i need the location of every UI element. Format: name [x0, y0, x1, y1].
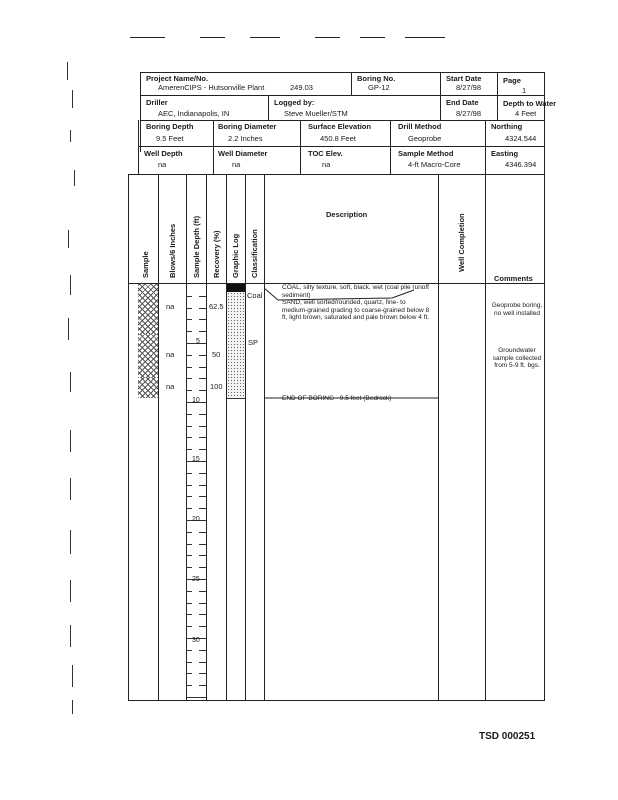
depth-tick: [186, 650, 192, 651]
depth-tick: [199, 673, 206, 674]
depth-label-15: 15: [192, 456, 200, 463]
depth-tick: [199, 296, 206, 297]
northing-value: 4324.544: [505, 134, 537, 143]
depth-tick: [199, 308, 206, 309]
toc-elevation-value: na: [322, 160, 331, 169]
depth-tick: [199, 496, 206, 497]
depth-tick: [199, 555, 206, 556]
depth-tick: [199, 390, 206, 391]
boring-no-label: Boring No.: [357, 74, 396, 83]
depth-tick: [199, 449, 206, 450]
classification-coal: Coal: [247, 291, 263, 300]
sample-interval-3: [138, 378, 158, 398]
project-number: 249.03: [290, 83, 313, 92]
depth-tick: [199, 650, 206, 651]
depth-tick: [186, 414, 192, 415]
depth-tick: [199, 426, 206, 427]
depth-to-water-label: Depth to Water: [503, 99, 557, 108]
column-header-recovery: Recovery (%): [212, 230, 221, 278]
depth-label-10: 10: [192, 397, 200, 404]
depth-tick: [186, 603, 192, 604]
column-header-classification: Classification: [250, 229, 259, 278]
boring-diameter-label: Boring Diameter: [218, 122, 277, 131]
depth-tick: [199, 662, 206, 663]
depth-tick: [199, 626, 206, 627]
surface-elevation-label: Surface Elevation: [308, 122, 371, 131]
sample-method-value: 4-ft Macro-Core: [408, 160, 461, 169]
drill-method-label: Drill Method: [398, 122, 442, 131]
comment-geoprobe: Geoprobe boring, no well installed: [491, 302, 543, 317]
recovery-value-1: 62.5: [209, 302, 224, 311]
blows-value-1: na: [166, 302, 175, 311]
depth-tick: [186, 555, 192, 556]
depth-tick: [186, 532, 192, 533]
depth-tick: [199, 378, 206, 379]
depth-tick: [186, 496, 192, 497]
well-diameter-label: Well Diameter: [218, 149, 268, 158]
depth-tick: [186, 473, 192, 474]
blows-value-3: na: [166, 382, 175, 391]
depth-tick: [199, 331, 206, 332]
logged-by-label: Logged by:: [274, 98, 315, 107]
boring-depth-label: Boring Depth: [146, 122, 194, 131]
depth-tick: [186, 378, 192, 379]
start-date-value: 8/27/98: [456, 83, 482, 92]
description-coal: COAL, silty texture, soft, black, wet (coal pile runoff sediment): [282, 284, 429, 299]
depth-label-20: 20: [192, 516, 200, 523]
depth-tick: [199, 508, 206, 509]
column-header-well-completion: Well Completion: [457, 213, 466, 272]
logged-by-value: Steve Mueller/STM: [284, 109, 348, 118]
well-depth-label: Well Depth: [144, 149, 183, 158]
depth-tick: [186, 673, 192, 674]
depth-tick: [186, 626, 192, 627]
depth-tick: [186, 296, 192, 297]
depth-tick: [199, 319, 206, 320]
depth-tick: [199, 532, 206, 533]
northing-label: Northing: [491, 122, 523, 131]
depth-tick: [186, 449, 192, 450]
column-header-blows: Blows/6 Inches: [168, 223, 177, 278]
depth-tick: [199, 473, 206, 474]
depth-tick: [199, 544, 206, 545]
column-header-comments: Comments: [494, 274, 533, 283]
scan-artifact-line: [360, 37, 385, 38]
depth-tick: [199, 567, 206, 568]
depth-tick: [186, 567, 192, 568]
depth-tick: [186, 697, 206, 698]
recovery-value-3: 100: [210, 382, 223, 391]
depth-tick: [199, 414, 206, 415]
depth-tick: [199, 437, 206, 438]
document-stamp: TSD 000251: [479, 731, 536, 742]
depth-tick: [186, 390, 192, 391]
toc-elevation-label: TOC Elev.: [308, 149, 343, 158]
blows-value-2: na: [166, 350, 175, 359]
depth-label-5: 5: [196, 338, 200, 345]
comment-groundwater: Groundwater sample collected from 5-9 ft. bgs.: [492, 347, 542, 369]
depth-tick: [199, 603, 206, 604]
depth-tick: [186, 308, 192, 309]
end-date-label: End Date: [446, 98, 479, 107]
scan-artifact-line: [130, 37, 165, 38]
depth-tick: [186, 426, 192, 427]
column-header-graphic-log: Graphic Log: [231, 233, 240, 278]
depth-tick: [199, 355, 206, 356]
column-header-description: Description: [326, 210, 368, 219]
well-diameter-value: na: [232, 160, 241, 169]
depth-tick: [186, 367, 192, 368]
column-header-sample: Sample: [141, 251, 150, 278]
easting-value: 4346.394: [505, 160, 537, 169]
well-depth-value: na: [158, 160, 167, 169]
recovery-value-2: 50: [212, 350, 221, 359]
sample-interval-1: [138, 284, 158, 334]
surface-elevation-value: 450.8 Feet: [320, 134, 356, 143]
depth-tick: [186, 614, 192, 615]
end-date-value: 8/27/98: [456, 109, 482, 118]
boring-no-value: GP-12: [368, 83, 390, 92]
depth-tick: [186, 662, 192, 663]
scan-artifact-line: [250, 37, 280, 38]
driller-value: AEC, Indianapolis, IN: [158, 109, 230, 118]
depth-tick: [186, 591, 192, 592]
depth-label-30: 30: [192, 637, 200, 644]
depth-to-water-value: 4 Feet: [515, 109, 537, 118]
depth-tick: [186, 485, 192, 486]
boring-diameter-value: 2.2 Inches: [228, 134, 263, 143]
description-sand: SAND, well sorted/rounded, quartz, fine- to medium-grained grading to coarse-grained below 8 ft, light brown, saturated and pale brown below 4 ft.: [282, 299, 430, 321]
drill-method-value: Geoprobe: [408, 134, 442, 143]
depth-tick: [186, 331, 192, 332]
page-label: Page: [503, 76, 521, 85]
start-date-label: Start Date: [446, 74, 482, 83]
depth-tick: [199, 685, 206, 686]
depth-tick: [186, 437, 192, 438]
depth-label-25: 25: [192, 576, 200, 583]
graphic-log-sand: [227, 292, 245, 399]
sample-method-label: Sample Method: [398, 149, 454, 158]
description-end-of-boring: END OF BORING - 9.5 feet (Bedrock): [282, 395, 392, 402]
driller-label: Driller: [146, 98, 168, 107]
depth-tick: [186, 508, 192, 509]
depth-tick: [186, 685, 192, 686]
classification-sp: SP: [248, 338, 259, 347]
depth-tick: [199, 485, 206, 486]
project-label: Project Name/No.: [146, 74, 209, 83]
page-value: 1: [522, 86, 527, 95]
scan-artifact-line: [315, 37, 340, 38]
project-value: AmerenCIPS - Hutsonville Plant: [158, 83, 265, 92]
depth-tick: [186, 319, 192, 320]
column-header-sample-depth: Sample Depth (ft): [192, 215, 201, 278]
depth-tick: [199, 367, 206, 368]
scan-artifact-line: [200, 37, 225, 38]
scan-artifact-line: [405, 37, 445, 38]
depth-tick: [199, 614, 206, 615]
depth-tick: [186, 355, 192, 356]
depth-tick: [199, 591, 206, 592]
sample-interval-2: [138, 334, 158, 378]
depth-tick: [186, 544, 192, 545]
graphic-log-coal: [227, 284, 245, 292]
boring-depth-value: 9.5 Feet: [156, 134, 184, 143]
easting-label: Easting: [491, 149, 519, 158]
